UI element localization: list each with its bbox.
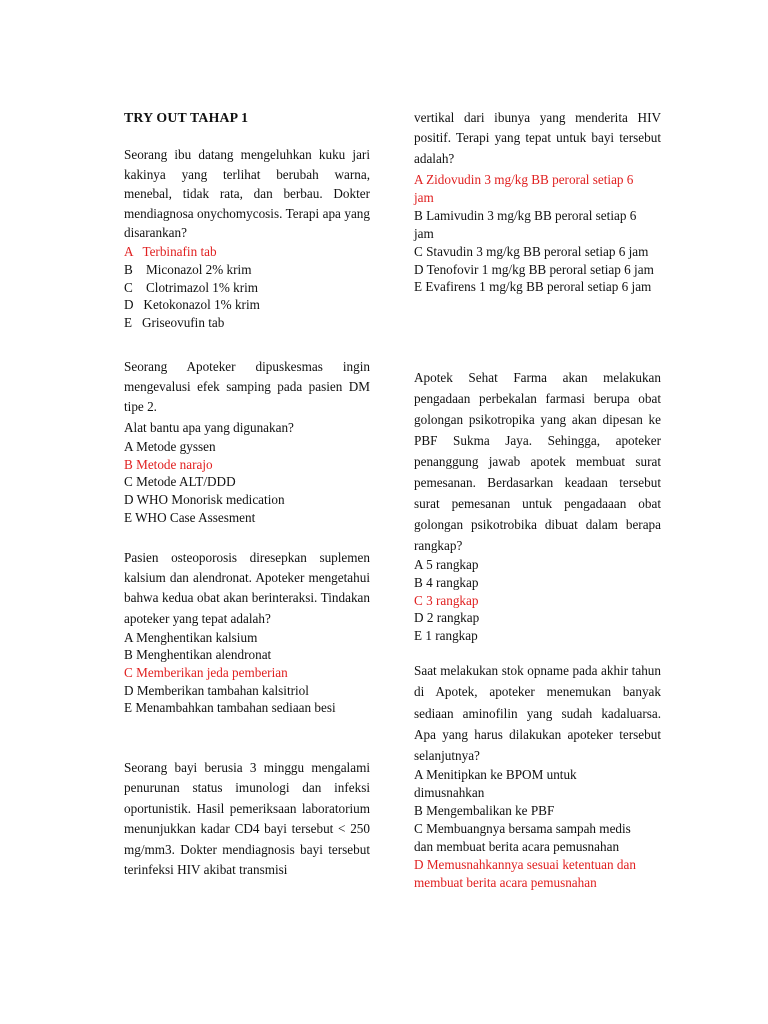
question-3 — [124, 548, 370, 717]
question-1-option-c: C Clotrimazol 1% krim — [124, 279, 259, 295]
question-4-stem-part-2: vertikal dari ibunya yang menderita HIV positif. Terapi yang tepat untuk bayi tersebut adalah? — [414, 110, 661, 166]
question-3-stem: Pasien osteoporosis diresepkan suplemen kalsium dan alendronat. Apoteker mengetahui bahwa kedua obat akan berinteraksi. Tindakan apoteker yang tepat adalah? — [124, 550, 370, 626]
question-6-option-d: D Memusnahkannya sesuai ketentuan dan membuat berita acara pemusnahan — [414, 857, 636, 890]
question-1-option-a: A Terbinafin tab — [124, 243, 217, 259]
question-2-options — [124, 438, 370, 527]
question-5 — [414, 367, 661, 645]
question-1 — [124, 145, 370, 332]
question-2-option-c: C Metode ALT/DDD — [124, 474, 236, 490]
question-5-stem: Apotek Sehat Farma akan melakukan pengadaan perbekalan farmasi berupa obat golongan psikotropika yang akan dipesan ke PBF Sukma Jaya. Sehingga, apoteker penanggung jawab apotek membuat surat pemesanan. Berdasarkan keadaan tersebut surat pemesanan untuk pengadaaan obat golongan psikotrobika dibuat dalam berapa rangkap? — [414, 370, 661, 553]
question-3-options — [124, 629, 370, 717]
question-3-option-d: D Memberikan tambahan kalsitriol — [124, 682, 309, 698]
question-5-options — [414, 556, 661, 645]
question-1-option-d: D Ketokonazol 1% krim — [124, 297, 260, 313]
question-6-option-a: A Menitipkan ke BPOM untuk dimusnahkan — [414, 767, 577, 801]
question-3-option-e: E Menambahkan tambahan sediaan besi — [124, 700, 336, 716]
question-4-option-a: A Zidovudin 3 mg/kg BB peroral setiap 6 jam — [414, 172, 634, 205]
question-4-option-c: C Stavudin 3 mg/kg BB peroral setiap 6 jam — [414, 243, 649, 259]
question-2 — [124, 357, 370, 527]
question-4-stem-part-1: Seorang bayi berusia 3 minggu mengalami penurunan status imunologi dan infeksi oportunistik. Hasil pemeriksaan laboratorium menunjukkan kadar CD4 bayi tersebut < 250 mg/mm3. Dokter mendiagnosis bayi tersebut terinfeksi HIV akibat transmisi — [124, 760, 370, 878]
question-3-option-a: A Menghentikan kalsium — [124, 629, 258, 645]
question-4-option-e: E Evafirens 1 mg/kg BB peroral setiap 6 jam — [414, 279, 652, 295]
question-4-option-d: D Tenofovir 1 mg/kg BB peroral setiap 6 jam — [414, 261, 654, 277]
question-5-option-b: B 4 rangkap — [414, 574, 479, 590]
question-4-options — [414, 171, 661, 296]
question-5-option-d: D 2 rangkap — [414, 610, 480, 626]
question-4-part-1 — [124, 758, 370, 880]
question-6-stem: Saat melakukan stok opname pada akhir tahun di Apotek, apoteker menemukan banyak sediaan aminofilin yang sudah kadaluarsa. Apa yang harus dilakukan apoteker tersebut selanjutnya? — [414, 663, 661, 764]
question-6-options — [414, 766, 646, 891]
question-2-option-b: B Metode narajo — [124, 456, 213, 472]
document-title: TRY OUT TAHAP 1 — [124, 110, 249, 125]
question-5-option-c: C 3 rangkap — [414, 592, 479, 608]
question-5-option-e: E 1 rangkap — [414, 628, 478, 644]
question-1-options — [124, 243, 370, 332]
question-2-stem: Seorang Apoteker dipuskesmas ingin mengevalusi efek samping pada pasien DM tipe 2. Alat bantu apa yang digunakan? — [124, 359, 370, 435]
question-6-option-c: C Membuangnya bersama sampah medis dan membuat berita acara pemusnahan — [414, 821, 631, 855]
question-3-option-c: C Memberikan jeda pemberian — [124, 665, 288, 680]
question-2-option-e: E WHO Case Assesment — [124, 510, 256, 525]
question-4-part-2 — [414, 108, 661, 169]
question-1-option-b: B Miconazol 2% krim — [124, 261, 252, 277]
question-6-option-b: B Mengembalikan ke PBF — [414, 803, 555, 819]
question-2-option-d: D WHO Monorisk medication — [124, 492, 285, 508]
question-5-option-a: A 5 rangkap — [414, 557, 479, 572]
question-2-option-a: A Metode gyssen — [124, 438, 216, 454]
question-4-option-b: B Lamivudin 3 mg/kg BB peroral setiap 6 jam — [414, 207, 637, 241]
question-3-option-b: B Menghentikan alendronat — [124, 647, 272, 663]
question-1-stem: Seorang ibu datang mengeluhkan kuku jari kakinya yang terlihat berubah warna, menebal, tidak rata, dan berbau. Dokter mendiagnosa onychomycosis. Terapi apa yang disarankan? — [124, 147, 370, 241]
question-1-option-e: E Griseovufin tab — [124, 315, 225, 331]
question-6 — [414, 660, 661, 892]
